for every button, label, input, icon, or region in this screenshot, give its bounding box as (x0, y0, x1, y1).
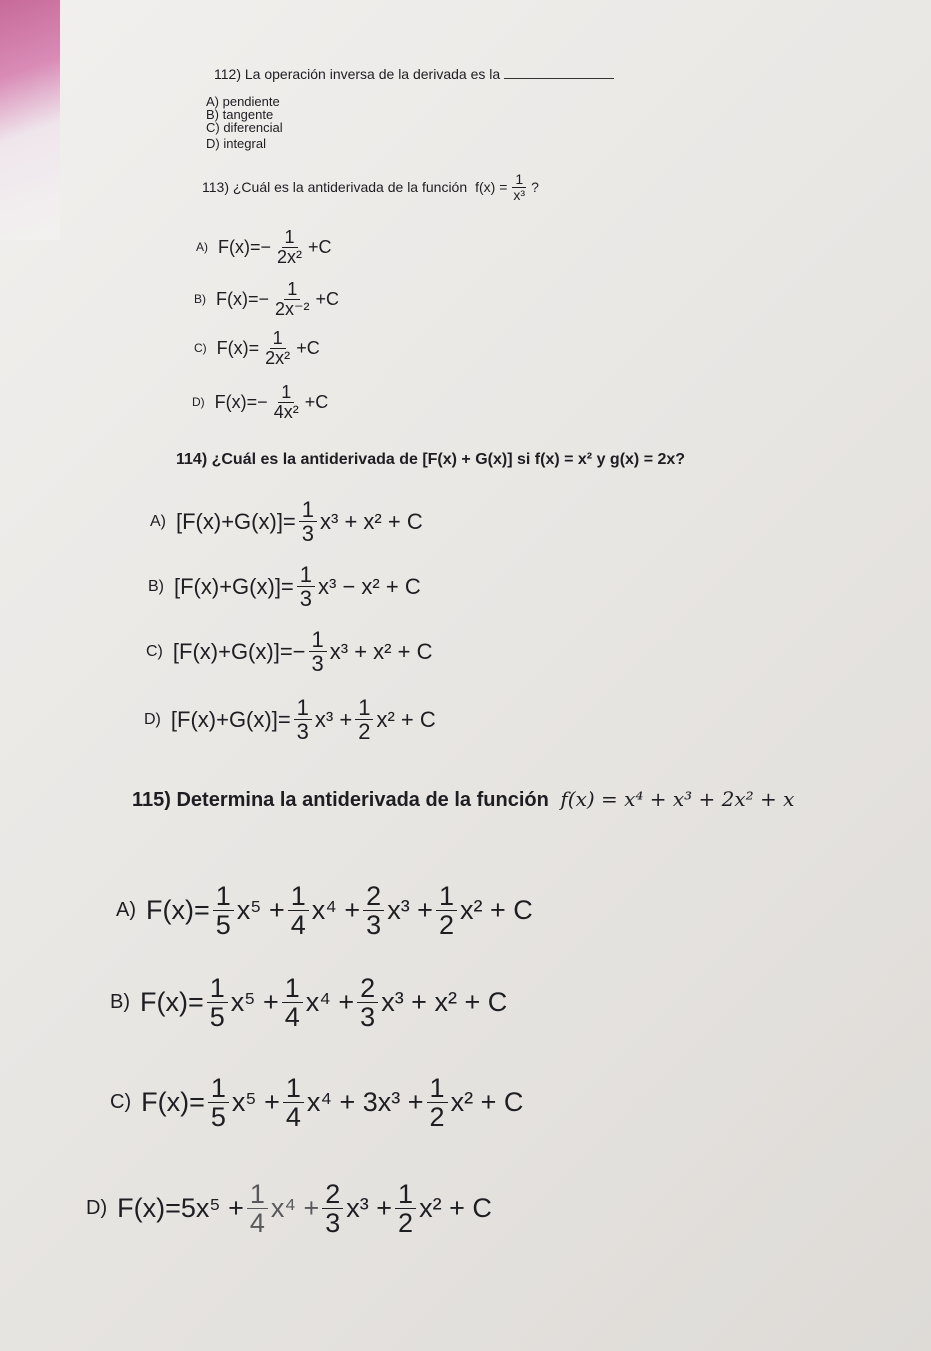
question-115 (132, 787, 794, 812)
fraction-numerator: 1 (294, 696, 312, 720)
term-text: x⁴ + (311, 895, 361, 926)
q114-option-c (146, 628, 432, 675)
option-label: B) (110, 991, 130, 1014)
fraction-numerator: 1 (297, 563, 315, 587)
fraction-denominator: 4 (285, 1102, 301, 1133)
q114-option-a (150, 498, 423, 545)
term-text: x² + C (450, 1087, 524, 1118)
question-113-fx: f(x) = (475, 179, 508, 196)
fraction-denominator: 2x² (277, 246, 303, 267)
fraction-numerator: 1 (288, 882, 309, 911)
fraction-denominator: 4 (290, 910, 306, 941)
q112-option-c: C) diferencial (206, 120, 283, 135)
q113-option-a (196, 228, 332, 267)
fraction-numerator: 1 (284, 280, 300, 300)
fraction-denominator: x³ (513, 186, 526, 203)
term-text: x⁵ + (231, 1087, 280, 1118)
fraction-numerator: 2 (357, 974, 378, 1003)
fraction-numerator: 1 (247, 1180, 268, 1209)
fraction-numerator: 1 (512, 172, 526, 188)
q115-option-b (110, 974, 507, 1032)
fraction-denominator: 4 (249, 1208, 265, 1239)
option-rest: +C (296, 337, 320, 358)
fraction-numerator: 1 (436, 882, 457, 911)
q115-option-a (116, 882, 533, 940)
fraction-numerator: 1 (427, 1074, 448, 1103)
term-text: x⁴ + (270, 1193, 320, 1224)
option-label: A) (150, 512, 166, 530)
fraction-numerator: 1 (355, 696, 373, 720)
term-text: x⁴ + (305, 987, 355, 1018)
option-rest: x³ + x² + C (329, 638, 433, 664)
question-113-prompt: 113) ¿Cuál es la antiderivada de la función (202, 179, 468, 196)
option-lhs: F(x)=5x⁵ + (117, 1193, 244, 1224)
term-text: x⁵ + (236, 895, 285, 926)
option-rest: +C (308, 236, 332, 257)
q112-option-b: B) tangente (206, 107, 274, 122)
fraction-denominator: 2 (438, 910, 454, 941)
q114-option-d (144, 696, 436, 743)
fraction-denominator: 4x² (273, 401, 299, 422)
option-lhs: F(x)=− (218, 236, 272, 257)
term-text: x³ + (387, 895, 433, 926)
q112-option-d: D) integral (206, 136, 266, 151)
q115-option-c (110, 1074, 523, 1132)
term-text: x⁴ + 3x³ + (306, 1087, 424, 1118)
option-lhs: F(x)= (146, 895, 210, 926)
fraction-numerator: 2 (363, 882, 384, 911)
term-text: x³ + (346, 1193, 393, 1224)
question-112-prompt: 112) La operación inversa de la derivada es la (214, 66, 501, 82)
fraction-denominator: 2x⁻² (275, 298, 310, 319)
term-text: x³ + x² + C (381, 987, 508, 1018)
question-112 (214, 66, 614, 82)
fraction-denominator: 3 (325, 1208, 341, 1239)
fraction-numerator: 1 (270, 329, 286, 349)
option-lhs: [F(x)+G(x)]= (174, 573, 294, 599)
question-113-fraction (510, 172, 528, 202)
fraction-numerator: 1 (207, 974, 228, 1003)
q112-option-a: A) pendiente (206, 94, 280, 109)
option-lhs: F(x)= (141, 1087, 205, 1118)
option-label: B) (194, 292, 206, 307)
option-lhs: [F(x)+G(x)]=− (172, 638, 306, 664)
option-lhs: [F(x)+G(x)]= (170, 706, 291, 732)
fraction-denominator: 5 (210, 1102, 226, 1133)
q114-option-b (148, 563, 421, 610)
fraction-denominator: 3 (311, 651, 324, 677)
fraction-numerator: 1 (282, 228, 298, 248)
q113-option-c (194, 329, 320, 368)
fraction-denominator: 2 (358, 719, 371, 745)
option-rest: x² + C (376, 706, 436, 732)
fraction-numerator: 1 (283, 1074, 304, 1103)
fraction-numerator: 1 (395, 1180, 416, 1209)
fabric-background (0, 0, 60, 240)
option-lhs: F(x)=− (214, 391, 268, 412)
fraction-denominator: 2 (398, 1208, 414, 1239)
q113-option-d (192, 383, 328, 422)
term-text: x⁵ + (230, 987, 279, 1018)
q113-option-b (194, 280, 339, 319)
option-lhs: [F(x)+G(x)]= (176, 508, 296, 534)
question-115-fx-handwritten: f(x) = x⁴ + x³ + 2x² + x (560, 787, 795, 811)
answer-blank (504, 78, 614, 79)
fraction-denominator: 3 (360, 1002, 376, 1033)
fraction-denominator: 4 (284, 1002, 300, 1033)
question-115-prompt: 115) Determina la antiderivada de la función (132, 789, 549, 811)
option-label: A) (196, 240, 208, 255)
term-text: x² + C (419, 1193, 492, 1224)
fraction-denominator: 2 (429, 1102, 445, 1133)
fraction-denominator: 5 (215, 910, 231, 941)
term-text: x² + C (459, 895, 533, 926)
option-label: D) (192, 395, 205, 410)
question-114-prompt: 114) ¿Cuál es la antiderivada de [F(x) + G(x)] si f(x) = x² y g(x) = 2x? (176, 451, 686, 468)
fraction-numerator: 1 (213, 882, 234, 911)
option-middle: x³ + (314, 706, 353, 732)
option-lhs: F(x)=− (216, 288, 270, 309)
fraction-numerator: 1 (282, 974, 303, 1003)
option-rest: x³ + x² + C (320, 508, 423, 534)
option-label: D) (86, 1197, 108, 1220)
fraction-denominator: 3 (366, 910, 382, 941)
option-label: C) (194, 341, 207, 356)
fraction-denominator: 3 (301, 521, 315, 547)
option-lhs: F(x)= (140, 987, 204, 1018)
fraction-numerator: 1 (278, 383, 294, 403)
fraction-denominator: 5 (209, 1002, 225, 1033)
fraction-denominator: 3 (299, 586, 313, 612)
question-mark: ? (531, 179, 539, 196)
option-lhs: F(x)= (216, 337, 260, 358)
fraction-denominator: 3 (296, 719, 309, 745)
option-label: C) (110, 1091, 132, 1114)
option-rest: +C (304, 391, 329, 412)
option-label: C) (146, 642, 163, 660)
option-rest: x³ − x² + C (318, 573, 421, 599)
question-113 (202, 172, 539, 202)
option-label: D) (144, 710, 161, 728)
fraction-numerator: 1 (299, 498, 317, 522)
q115-option-d (86, 1180, 492, 1238)
fraction-numerator: 1 (208, 1074, 229, 1103)
fraction-denominator: 2x² (265, 347, 291, 368)
option-label: B) (148, 577, 164, 595)
fraction-numerator: 1 (309, 628, 327, 652)
option-rest: +C (315, 288, 340, 309)
fraction-numerator: 2 (322, 1180, 343, 1209)
option-label: A) (116, 899, 136, 922)
